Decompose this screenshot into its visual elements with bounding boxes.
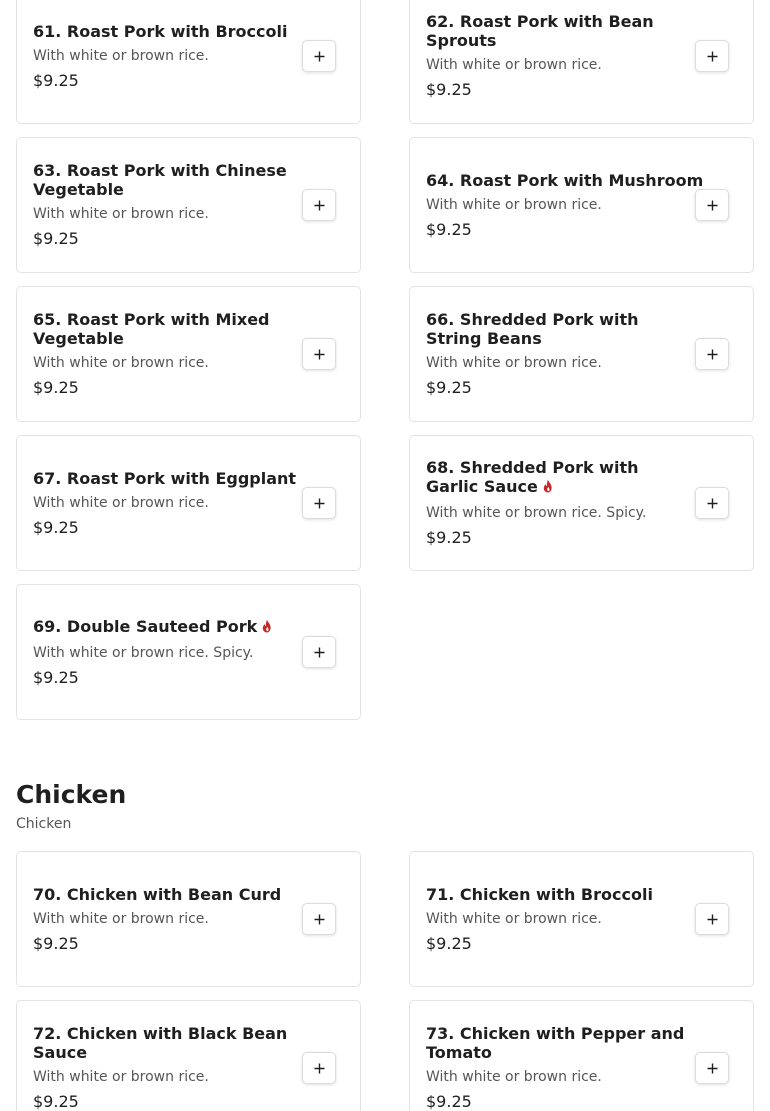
add-item-button[interactable] [695, 1052, 729, 1084]
plus-icon [314, 349, 325, 360]
add-item-button[interactable] [302, 40, 336, 72]
item-name: 67. Roast Pork with Eggplant [33, 468, 297, 488]
item-price: $9.25 [33, 667, 79, 687]
item-description: With white or brown rice. [426, 196, 602, 213]
item-price: $9.25 [33, 378, 79, 397]
item-name: 64. Roast Pork with Mushroom [426, 170, 704, 190]
item-price: $9.25 [426, 219, 472, 239]
item-name: 61. Roast Pork with Broccoli [33, 21, 288, 41]
add-item-button[interactable] [302, 903, 336, 935]
item-name: 62. Roast Pork with Bean Sprouts [426, 12, 654, 50]
add-item-button[interactable] [695, 338, 729, 370]
item-description: With white or brown rice. Spicy. [33, 644, 254, 661]
item-name: 71. Chicken with Broccoli [426, 884, 653, 904]
menu-item-card[interactable] [16, 286, 361, 422]
add-item-button[interactable] [695, 903, 729, 935]
item-name: 65. Roast Pork with Mixed Vegetable [33, 310, 270, 348]
item-description: With white or brown rice. [33, 206, 209, 222]
menu-item-card[interactable] [409, 286, 754, 422]
item-price: $9.25 [426, 80, 472, 99]
plus-icon [707, 914, 718, 925]
item-price: $9.25 [33, 1092, 79, 1111]
menu-item-card[interactable] [16, 435, 361, 571]
plus-icon [707, 51, 718, 62]
plus-icon [314, 914, 325, 925]
menu-item-card[interactable] [16, 1000, 361, 1111]
menu-item-card[interactable] [16, 137, 361, 273]
item-price: $9.25 [33, 517, 79, 537]
add-item-button[interactable] [302, 189, 336, 221]
item-name: 73. Chicken with Pepper and Tomato [426, 1024, 685, 1062]
add-item-button[interactable] [302, 636, 336, 668]
item-description: With white or brown rice. [426, 57, 602, 73]
item-description: With white or brown rice. [426, 910, 602, 927]
item-name: 72. Chicken with Black Bean Sauce [33, 1024, 288, 1062]
menu-item-card[interactable] [409, 435, 754, 571]
menu-item-card[interactable] [409, 137, 754, 273]
item-price: $9.25 [426, 1092, 472, 1111]
menu-item-card[interactable] [16, 0, 361, 124]
add-item-button[interactable] [302, 487, 336, 519]
item-description: With white or brown rice. [33, 355, 209, 371]
item-description: With white or brown rice. [426, 1069, 602, 1085]
item-price: $9.25 [426, 528, 472, 547]
item-name: 66. Shredded Pork with String Beans [426, 310, 639, 348]
add-item-button[interactable] [302, 338, 336, 370]
chicken-section-header [16, 779, 126, 833]
plus-icon [314, 51, 325, 62]
menu-item-card[interactable] [409, 0, 754, 124]
plus-icon [314, 498, 325, 509]
item-price: $9.25 [426, 933, 472, 953]
section-subtitle: Chicken [16, 816, 72, 832]
item-description: With white or brown rice. [33, 910, 209, 927]
item-name: 68. Shredded Pork with Garlic Sauce [426, 458, 639, 496]
menu-item-card[interactable] [16, 851, 361, 987]
plus-icon [707, 1063, 718, 1074]
section-title: Chicken [16, 780, 127, 809]
item-price: $9.25 [426, 378, 472, 397]
plus-icon [707, 349, 718, 360]
item-price: $9.25 [33, 70, 79, 90]
add-item-button[interactable] [695, 189, 729, 221]
item-description: With white or brown rice. [426, 355, 602, 371]
item-name: 69. Double Sauteed Pork [33, 617, 300, 636]
item-price: $9.25 [33, 933, 79, 953]
plus-icon [707, 498, 718, 509]
add-item-button[interactable] [695, 487, 729, 519]
add-item-button[interactable] [695, 40, 729, 72]
flame-icon [542, 479, 554, 493]
item-description: With white or brown rice. [33, 47, 209, 64]
menu-item-card[interactable] [409, 1000, 754, 1111]
flame-icon [261, 619, 273, 633]
item-name: 63. Roast Pork with Chinese Vegetable [33, 161, 287, 199]
item-name: 70. Chicken with Bean Curd [33, 884, 282, 904]
plus-icon [314, 647, 325, 658]
add-item-button[interactable] [302, 1052, 336, 1084]
chicken-items-grid [16, 851, 754, 1111]
plus-icon [707, 200, 718, 211]
item-description: With white or brown rice. [33, 1069, 209, 1085]
item-description: With white or brown rice. Spicy. [426, 505, 647, 521]
item-price: $9.25 [33, 229, 79, 248]
item-description: With white or brown rice. [33, 494, 209, 511]
menu-item-card[interactable] [16, 584, 361, 720]
menu-item-card[interactable] [409, 851, 754, 987]
plus-icon [314, 1063, 325, 1074]
plus-icon [314, 200, 325, 211]
pork-items-grid [16, 0, 754, 720]
